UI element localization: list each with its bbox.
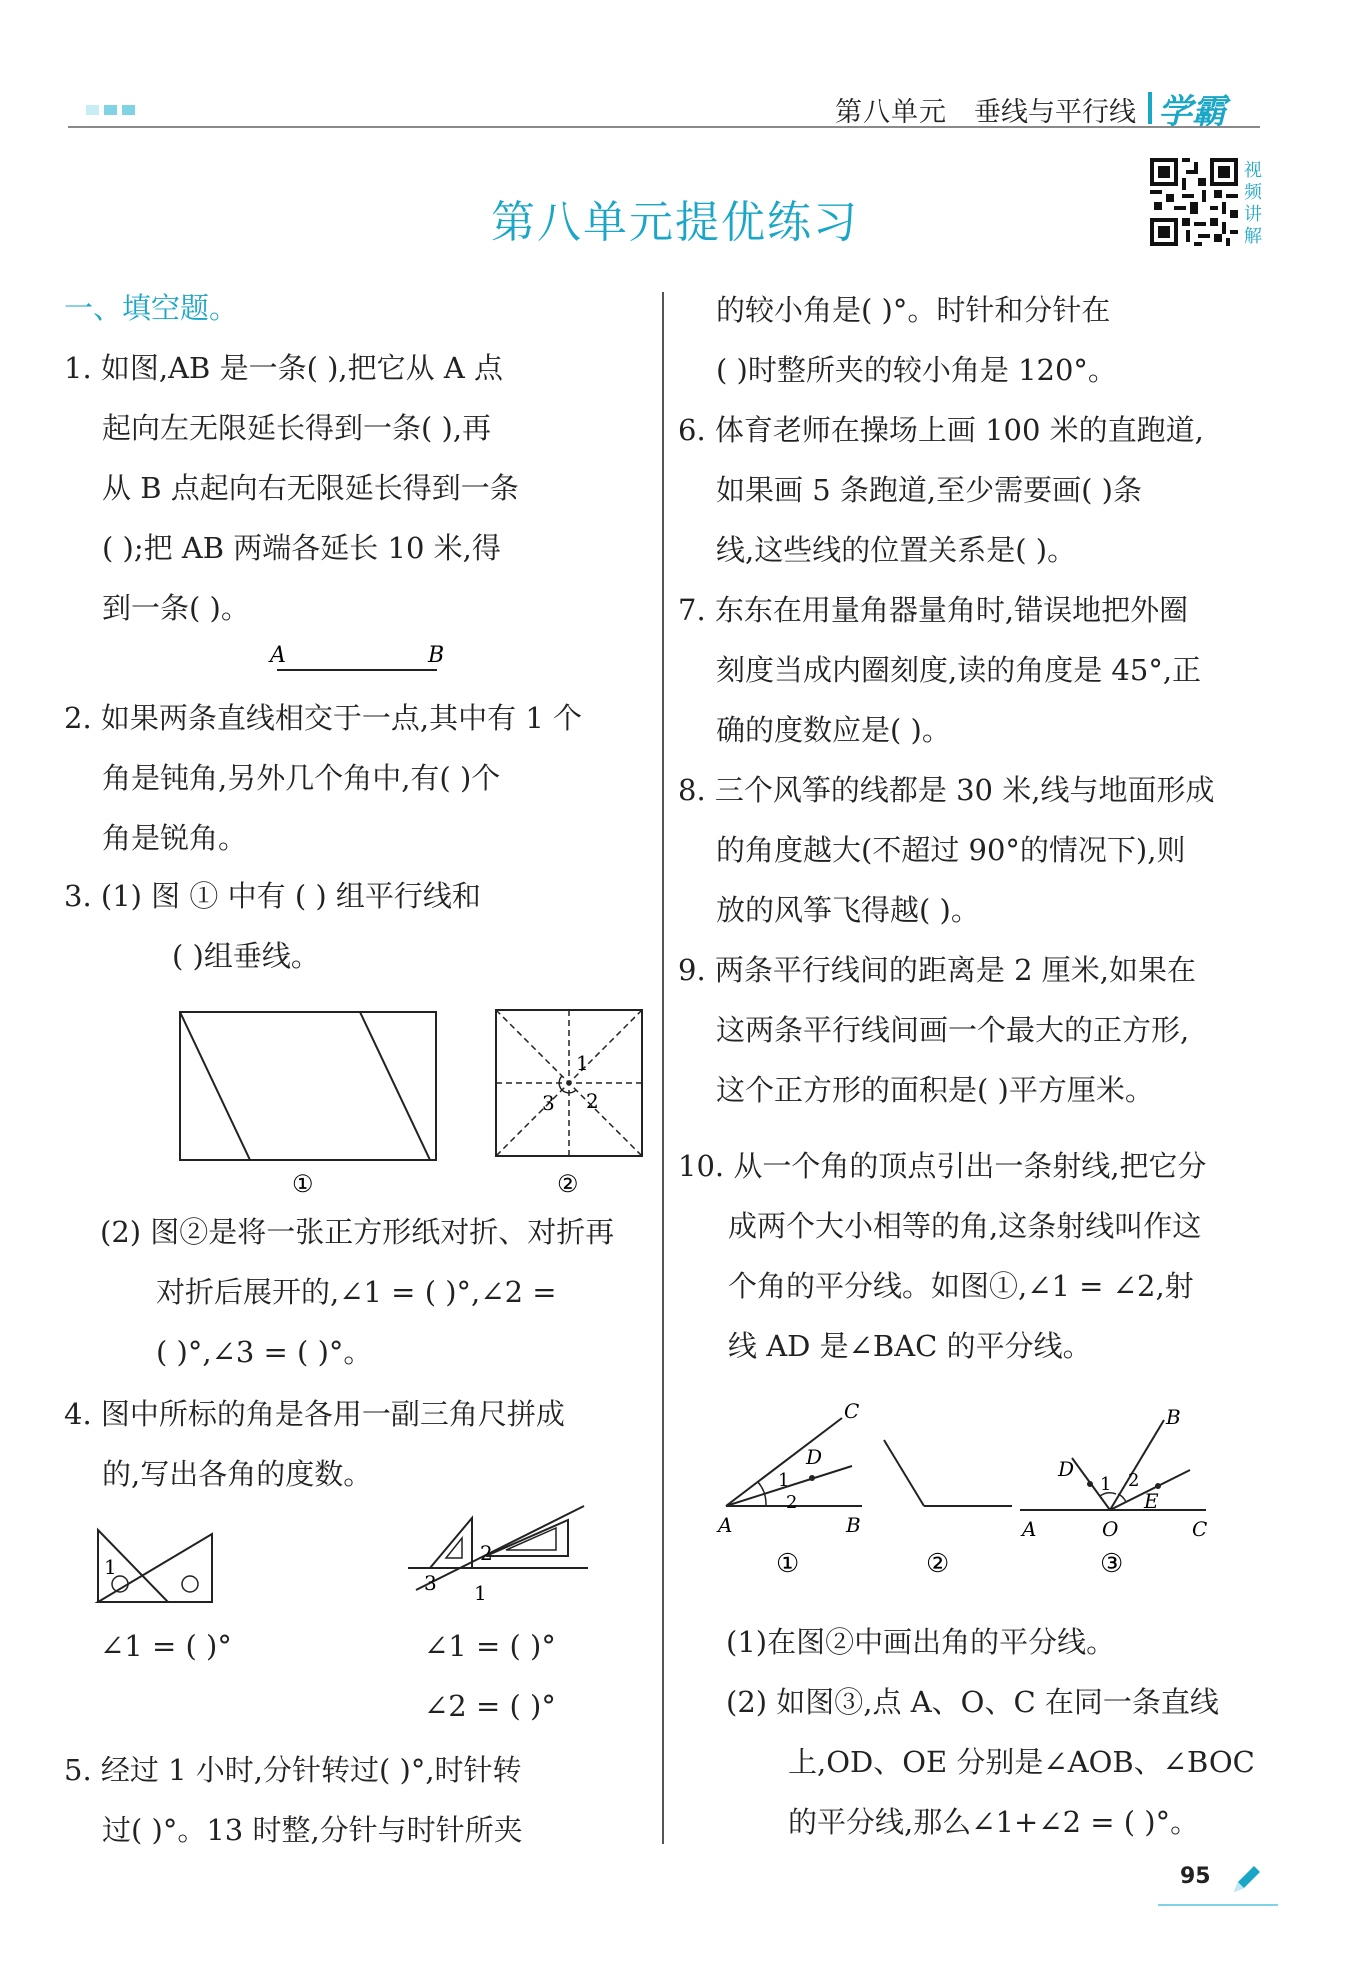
fig1-angle-1-label: 1 [778,1470,790,1491]
q4-answer-b: ∠1 = ( )° ∠2 = ( )° [424,1629,556,1723]
page-number: 95 [1180,1864,1211,1889]
text-line: 成两个大小相等的角,这条射线叫作这 [728,1209,1202,1243]
text-line: 从 B 点起向右无限延长得到一条 [102,471,519,505]
text-line: 角是锐角。 [102,821,248,855]
text-line: 线,这些线的位置关系是( )。 [716,533,1077,567]
fig3-b-label: B [1166,1405,1181,1429]
text-line: 1. 如图,AB 是一条( ),把它从 A 点 [64,351,504,385]
footer-rule [1158,1904,1278,1906]
text-line: 确的度数应是( )。 [716,713,951,747]
section-heading-block [64,278,238,338]
point-b-label: B [428,643,445,668]
pencil-icon [1228,1862,1264,1898]
q4b-angle-2-label: 2 [480,1541,493,1565]
text-line: 到一条( )。 [102,591,250,625]
page-title: 第八单元提优练习 [491,197,859,248]
q4-answer-a: ∠1 = ( )° [100,1629,232,1663]
text-line: 的较小角是( )°。时针和分针在 [716,293,1111,327]
fig1-c-label: C [844,1399,860,1423]
fig3-a-label: A [1022,1517,1037,1541]
text-line: ( )时整所夹的较小角是 120°。 [716,353,1117,387]
section-heading: 一、填空题。 [64,291,239,325]
qr-caption: 视 频 讲 解 [1244,160,1262,247]
figure-1-label: ① [292,1170,314,1198]
text-line: 这两条平行线间画一个最大的正方形, [716,1013,1190,1047]
question-5 [64,1740,523,1860]
q4b-angle-1-label: 1 [474,1581,487,1605]
angle-3-label: 3 [542,1091,555,1115]
text-line: 放的风筝飞得越( )。 [716,893,980,927]
text-line: 5. 经过 1 小时,分针转过( )°,时针转 [64,1753,522,1787]
questions-6-to-9 [678,400,1214,1120]
text-line: ( )组垂线。 [172,939,320,973]
text-line: 的角度越大(不超过 90°的情况下),则 [716,833,1186,867]
fig3-c-label: C [1192,1517,1208,1541]
qr-code-icon[interactable] [1150,158,1238,246]
point-a-label: A [270,643,286,668]
text-line: 3. (1) 图 ① 中有 ( ) 组平行线和 [64,879,481,913]
text-line: 9. 两条平行线间的距离是 2 厘米,如果在 [678,953,1196,987]
header-unit: 第八单元 [835,97,947,128]
text-line: ( )°,∠3 = ( )°。 [156,1335,373,1369]
text-line: 4. 图中所标的角是各用一副三角尺拼成 [64,1397,565,1431]
text-line: 2. 如果两条直线相交于一点,其中有 1 个 [64,701,582,735]
text-line: 这个正方形的面积是( )平方厘米。 [716,1073,1154,1107]
text-line: 过( )°。13 时整,分针与时针所夹 [102,1813,523,1847]
text-line: 如果画 5 条跑道,至少需要画( )条 [716,473,1142,507]
angle-2-label: 2 [586,1089,599,1113]
fig1-a-label: A [718,1513,733,1537]
text-line: 7. 东东在用量角器量角时,错误地把外圈 [678,593,1189,627]
text-line: 个角的平分线。如图①,∠1 = ∠2,射 [728,1269,1194,1303]
header-topic: 垂线与平行线 [974,97,1136,128]
text-line: 线 AD 是∠BAC 的平分线。 [728,1329,1092,1363]
fig3-e-label: E [1144,1489,1159,1513]
angle-bisector-figures [716,1384,1236,1584]
fig3-angle-1-label: 1 [1100,1474,1112,1495]
text-line: 8. 三个风筝的线都是 30 米,线与地面形成 [678,773,1215,807]
text-line: 刻度当成内圈刻度,读的角度是 45°,正 [716,653,1202,687]
text-line: (2) 图②是将一张正方形纸对折、对折再 [100,1215,615,1249]
bisector-figure-1-label: ① [776,1549,800,1579]
question-5-continued [716,280,1117,400]
text-line: 的平分线,那么∠1+∠2 = ( )°。 [788,1805,1200,1839]
question-10-parts [726,1612,1255,1852]
text-line: 10. 从一个角的顶点引出一条射线,把它分 [678,1149,1207,1183]
brand-logo: 学霸 [1158,92,1226,132]
q4b-angle-3-label: 3 [424,1571,437,1595]
question-10 [678,1136,1207,1376]
text-line: 对折后展开的,∠1 = ( )°,∠2 = [156,1275,557,1309]
text-line: 上,OD、OE 分别是∠AOB、∠BOC [788,1745,1255,1779]
text-line: 6. 体育老师在操场上画 100 米的直跑道, [678,413,1204,447]
column-divider [662,292,664,1844]
text-line: 角是钝角,另外几个角中,有( )个 [102,761,501,795]
text-line: ( );把 AB 两端各延长 10 米,得 [102,531,501,565]
fig1-angle-2-label: 2 [786,1492,798,1513]
question-2 [64,688,582,868]
text-line: (2) 如图③,点 A、O、C 在同一条直线 [726,1685,1219,1719]
question-3 [64,866,481,986]
segment-ab-figure [260,640,460,680]
fig1-b-label: B [846,1513,861,1537]
header-decoration [86,100,140,119]
fig3-angle-2-label: 2 [1128,1470,1140,1491]
fig3-d-label: D [1058,1457,1075,1481]
text-line: (1)在图②中画出角的平分线。 [726,1625,1116,1659]
question-4 [64,1384,565,1504]
fig1-d-label: D [806,1445,823,1469]
text-line: 的,写出各角的度数。 [102,1457,373,1491]
bisector-figure-3-label: ③ [1100,1549,1124,1579]
text-line: 起向左无限延长得到一条( ),再 [102,411,492,445]
triangle-ruler-figures [90,1498,650,1608]
header-separator [1148,92,1152,124]
angle-1-label: 1 [576,1051,589,1075]
q4a-angle-1-label: 1 [104,1555,117,1579]
figure-2-label: ② [557,1170,579,1198]
fig3-o-label: O [1102,1517,1119,1541]
question-1 [64,338,519,638]
question-3-part-2 [100,1202,614,1382]
figure-parallel-and-fold [170,998,650,1198]
bisector-figure-2-label: ② [926,1549,950,1579]
